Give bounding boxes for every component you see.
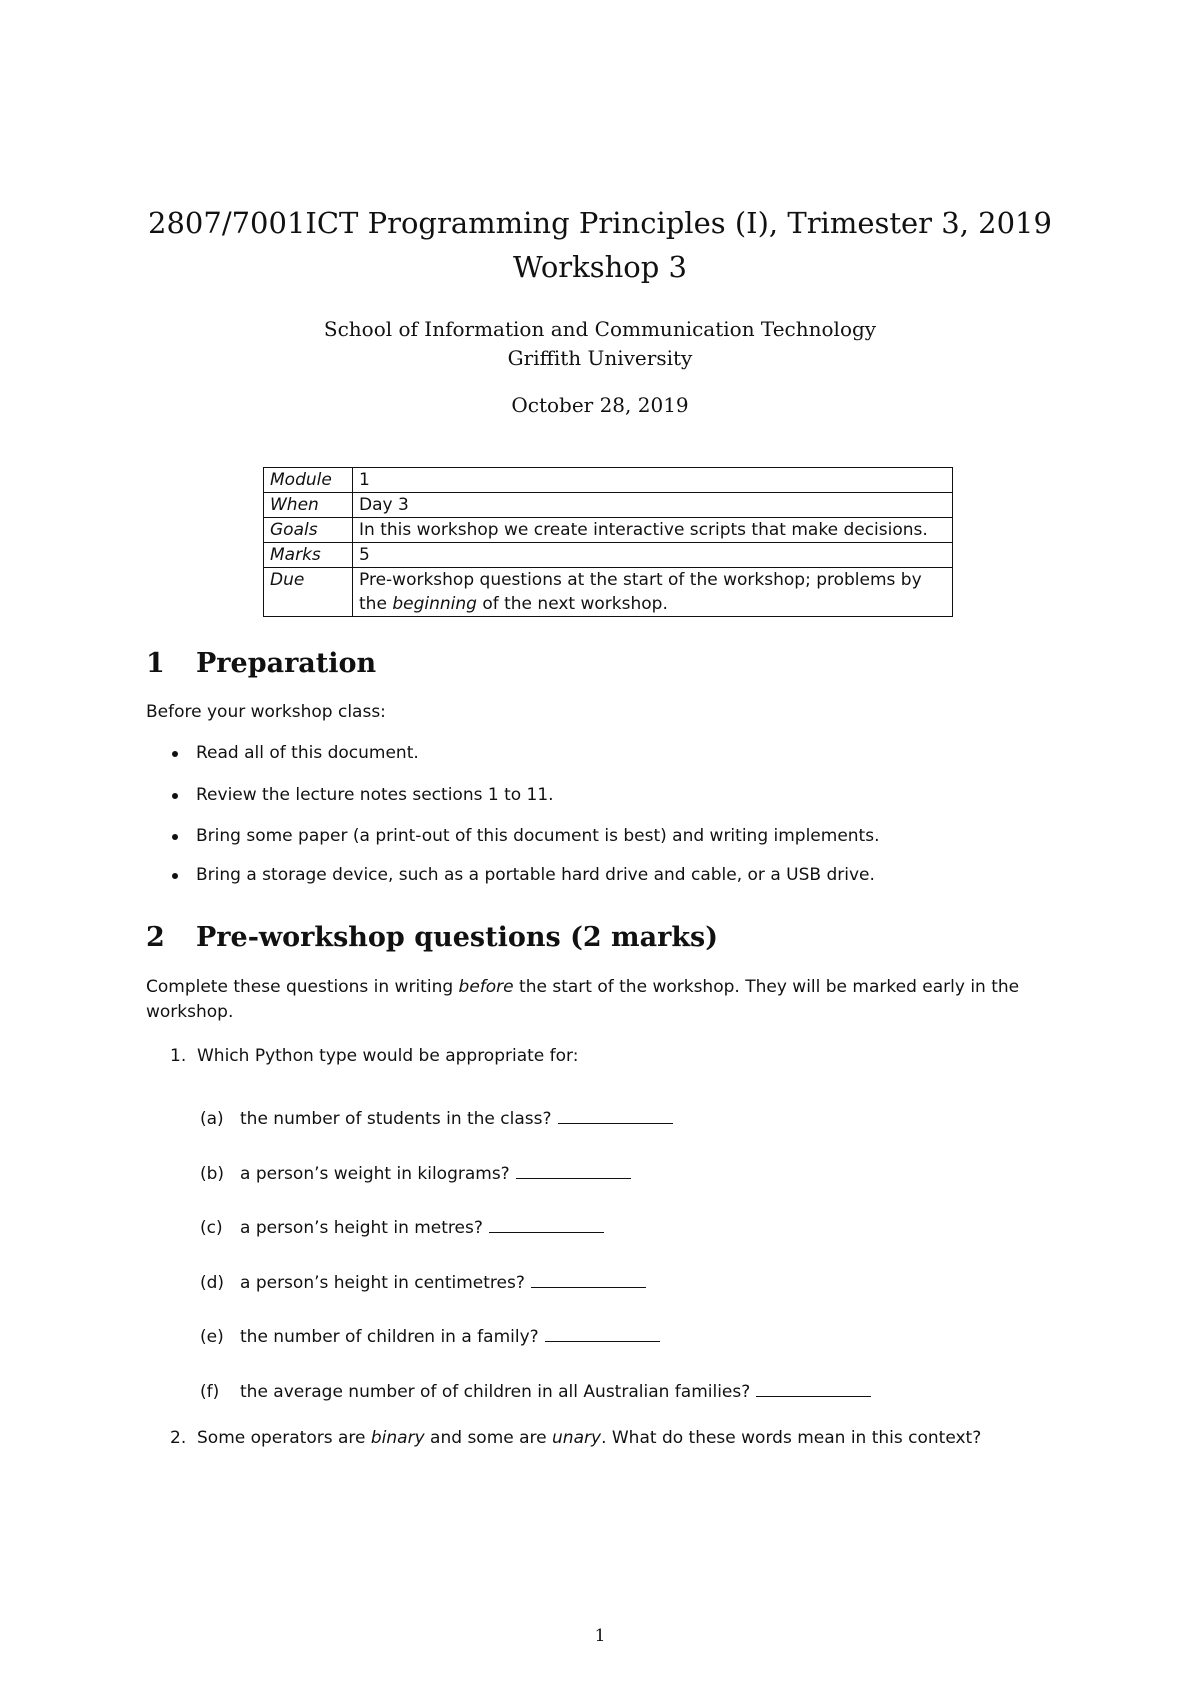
table-key: Module bbox=[264, 468, 353, 493]
sub-question bbox=[200, 1214, 604, 1241]
bullet-icon bbox=[172, 873, 178, 879]
table-value: 1 bbox=[353, 468, 953, 493]
sub-question-label: (b) bbox=[200, 1164, 225, 1184]
section-number: 1 bbox=[146, 648, 165, 679]
sub-question bbox=[200, 1323, 660, 1350]
info-table bbox=[263, 467, 953, 617]
section-number: 2 bbox=[146, 922, 165, 953]
section-intro: Before your workshop class: bbox=[146, 702, 386, 722]
school-name: School of Information and Communication Technology bbox=[323, 317, 877, 341]
sub-question-text: a person’s height in metres? bbox=[240, 1218, 483, 1238]
q2-emphasis-binary: binary bbox=[370, 1428, 425, 1448]
document-title: 2807/7001ICT Programming Principles (I), Trimester 3, 2019 bbox=[148, 206, 1052, 240]
table-key: Goals bbox=[264, 518, 353, 543]
bullet-icon bbox=[172, 834, 178, 840]
page-number: 1 bbox=[594, 1626, 606, 1646]
intro-text-start: Complete these questions in writing bbox=[146, 977, 459, 997]
sub-question bbox=[200, 1269, 646, 1296]
sub-question-label: (f) bbox=[200, 1382, 220, 1402]
table-row bbox=[264, 518, 953, 543]
intro-text-end: the start of the workshop. They will be marked early in the bbox=[513, 977, 1020, 997]
table-value bbox=[353, 568, 953, 617]
bullet-icon bbox=[172, 751, 178, 757]
answer-blank[interactable] bbox=[489, 1214, 604, 1233]
q2-text-start: Some operators are bbox=[197, 1428, 371, 1448]
answer-blank[interactable] bbox=[545, 1323, 660, 1342]
table-row bbox=[264, 543, 953, 568]
section-title: Pre-workshop questions (2 marks) bbox=[196, 922, 719, 953]
q2-text-end: . What do these words mean in this context? bbox=[601, 1428, 982, 1448]
table-key: Due bbox=[264, 568, 353, 617]
section-intro-continued: workshop. bbox=[146, 1002, 234, 1022]
question-number: 2. bbox=[170, 1428, 187, 1448]
answer-blank[interactable] bbox=[531, 1269, 646, 1288]
answer-blank[interactable] bbox=[756, 1378, 871, 1397]
table-row bbox=[264, 493, 953, 518]
sub-question-text: the average number of of children in all Australian families? bbox=[240, 1382, 751, 1402]
due-text-end: of the next workshop. bbox=[476, 594, 668, 614]
document-date: October 28, 2019 bbox=[511, 393, 689, 417]
question-text bbox=[197, 1426, 981, 1451]
sub-question-label: (e) bbox=[200, 1327, 224, 1347]
sub-question-label: (a) bbox=[200, 1109, 224, 1129]
due-text-emphasis: beginning bbox=[392, 594, 477, 614]
sub-question-text: a person’s height in centimetres? bbox=[240, 1273, 525, 1293]
sub-question-label: (d) bbox=[200, 1273, 225, 1293]
sub-question bbox=[200, 1105, 673, 1132]
table-value: In this workshop we create interactive scripts that make decisions. bbox=[353, 518, 953, 543]
q2-text-middle: and some are bbox=[424, 1428, 553, 1448]
table-key: When bbox=[264, 493, 353, 518]
list-item-text: Review the lecture notes sections 1 to 11. bbox=[196, 785, 554, 805]
question-text: Which Python type would be appropriate for: bbox=[197, 1046, 579, 1066]
answer-blank[interactable] bbox=[516, 1160, 631, 1179]
intro-text-emphasis: before bbox=[458, 977, 514, 997]
section-title: Preparation bbox=[196, 648, 377, 679]
section-intro bbox=[146, 975, 1019, 1000]
list-item-text: Bring some paper (a print-out of this document is best) and writing implements. bbox=[196, 826, 880, 846]
table-row bbox=[264, 568, 953, 617]
sub-question-text: the number of students in the class? bbox=[240, 1109, 552, 1129]
table-value: Day 3 bbox=[353, 493, 953, 518]
sub-question-label: (c) bbox=[200, 1218, 223, 1238]
table-row bbox=[264, 468, 953, 493]
question-number: 1. bbox=[170, 1046, 187, 1066]
list-item-text: Read all of this document. bbox=[196, 743, 419, 763]
sub-question bbox=[200, 1378, 871, 1405]
list-item-text: Bring a storage device, such as a portable hard drive and cable, or a USB drive. bbox=[196, 865, 875, 885]
sub-question-text: the number of children in a family? bbox=[240, 1327, 539, 1347]
section-heading-pre-workshop bbox=[146, 922, 718, 953]
section-heading-preparation bbox=[146, 648, 376, 679]
due-text-start: Pre-workshop questions at the start of the workshop; problems by the bbox=[359, 570, 922, 614]
table-value: 5 bbox=[353, 543, 953, 568]
document-subtitle: Workshop 3 bbox=[513, 250, 687, 284]
answer-blank[interactable] bbox=[558, 1105, 673, 1124]
sub-question-text: a person’s weight in kilograms? bbox=[240, 1164, 510, 1184]
table-key: Marks bbox=[264, 543, 353, 568]
q2-emphasis-unary: unary bbox=[552, 1428, 602, 1448]
bullet-icon bbox=[172, 793, 178, 799]
sub-question bbox=[200, 1160, 631, 1187]
university-name: Griffith University bbox=[507, 346, 693, 370]
